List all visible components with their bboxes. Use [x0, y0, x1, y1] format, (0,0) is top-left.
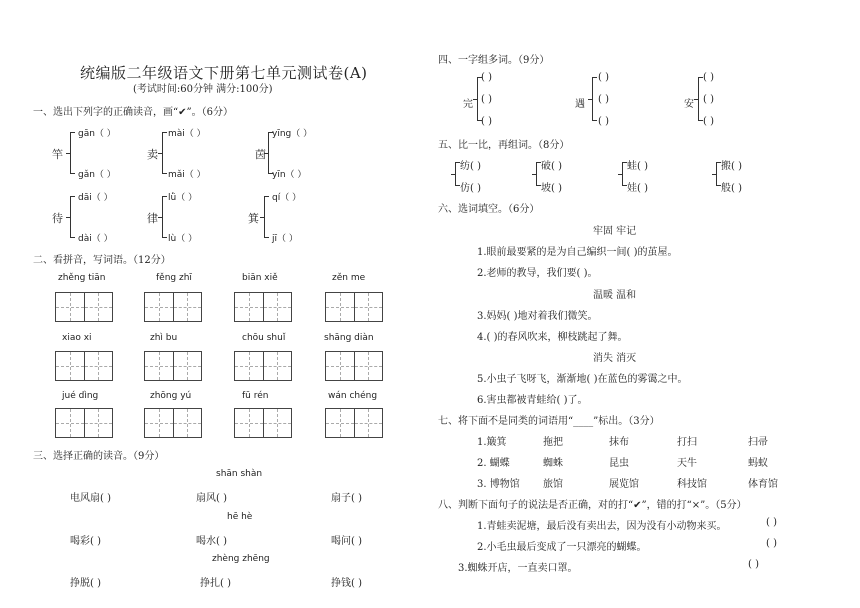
s4-slot[interactable]: ( ) [598, 94, 609, 105]
s7-word[interactable]: 打扫 [677, 437, 697, 448]
section4-heading: 四、一字组多词。（9分） [438, 55, 550, 66]
s2-pinyin: wán chéng [328, 391, 378, 401]
s1-option[interactable]: mài（ ） [168, 129, 206, 139]
brace [592, 77, 597, 121]
s2-pinyin: fěng zhī [156, 273, 192, 283]
s1-option[interactable]: gǎn（ ） [78, 170, 116, 180]
section8-heading: 八、判断下面句子的说法是否正确，对的打“✔”，错的打“×”。（5分） [438, 500, 747, 511]
s3-item[interactable]: 扇子( ) [331, 493, 362, 504]
writing-grid[interactable] [55, 292, 113, 322]
s3-item[interactable]: 挣扎( ) [200, 578, 231, 589]
s6-word-choices: 温暖 温和 [593, 290, 637, 301]
s5-item[interactable]: 破( ) [541, 161, 562, 172]
s4-char: 安 [684, 99, 694, 110]
s3-pinyin: zhèng zhēng [212, 554, 270, 564]
s1-option[interactable]: dài（ ） [78, 234, 113, 244]
s4-slot[interactable]: ( ) [481, 116, 492, 127]
brace [162, 196, 167, 238]
s1-char: 箕 [248, 212, 259, 225]
s6-question[interactable]: 3.妈妈( )地对着我们微笑。 [477, 311, 598, 322]
s1-option[interactable]: lǜ（ ） [168, 193, 198, 203]
s3-item[interactable]: 挣脱( ) [70, 578, 101, 589]
s3-item[interactable]: 喝水( ) [196, 536, 227, 547]
s7-word[interactable]: 扫帚 [748, 437, 768, 448]
s2-pinyin: zhōng yú [150, 391, 192, 401]
s1-option[interactable]: gān（ ） [78, 129, 116, 139]
s1-option[interactable]: yīng（ ） [272, 129, 313, 139]
s6-question[interactable]: 1.眼前最要紧的是为自己编织一间( )的茧屋。 [477, 247, 678, 258]
s7-word[interactable]: 科技馆 [677, 479, 707, 490]
s7-word[interactable]: 昆虫 [609, 458, 629, 469]
s3-item[interactable]: 喝问( ) [331, 536, 362, 547]
s1-char: 律 [147, 212, 158, 225]
s1-char: 茵 [255, 148, 266, 161]
writing-grid[interactable] [234, 292, 292, 322]
s6-question[interactable]: 4.( )的春风吹来，柳枝跳起了舞。 [477, 332, 628, 343]
s1-option[interactable]: mǎi（ ） [168, 170, 206, 180]
writing-grid[interactable] [144, 408, 202, 438]
s4-slot[interactable]: ( ) [598, 72, 609, 83]
s4-slot[interactable]: ( ) [703, 116, 714, 127]
s2-pinyin: zěn me [332, 273, 366, 283]
writing-grid[interactable] [325, 351, 383, 381]
s4-slot[interactable]: ( ) [703, 94, 714, 105]
s7-word[interactable]: 天牛 [677, 458, 697, 469]
s3-pinyin: shān shàn [216, 469, 263, 479]
s2-pinyin: fū rén [242, 391, 269, 401]
s1-option[interactable]: qí（ ） [272, 193, 302, 203]
s2-pinyin: zhěng tiān [58, 273, 106, 283]
s6-question[interactable]: 5.小虫子飞呀飞，渐渐地( )在蓝色的雾霭之中。 [477, 374, 688, 385]
s4-char: 完 [463, 99, 473, 110]
s7-word[interactable]: 蚂蚁 [748, 458, 768, 469]
s3-item[interactable]: 挣钱( ) [331, 578, 362, 589]
section3-heading: 三、选择正确的读音。（9分） [33, 451, 165, 462]
s5-item[interactable]: 坡( ) [541, 183, 562, 194]
s6-word-choices: 牢固 牢记 [593, 226, 637, 237]
writing-grid[interactable] [234, 351, 292, 381]
s1-char: 卖 [147, 148, 158, 161]
s8-statement: 3.蜘蛛开店，一直卖口罩。 [458, 563, 578, 574]
s4-slot[interactable]: ( ) [703, 72, 714, 83]
s3-item[interactable]: 喝彩( ) [70, 536, 101, 547]
s5-item[interactable]: 纺( ) [460, 161, 481, 172]
s2-pinyin: chōu shuǐ [242, 333, 286, 343]
s7-word[interactable]: 2. 蝴蝶 [477, 458, 510, 469]
s8-answer-box[interactable]: ( ) [766, 538, 777, 549]
page-title: 统编版二年级语文下册第七单元测试卷(A) [80, 64, 368, 82]
brace [162, 132, 167, 174]
s1-option[interactable]: dāi（ ） [78, 193, 113, 203]
writing-grid[interactable] [234, 408, 292, 438]
s2-pinyin: xiao xi [62, 333, 92, 343]
page-subtitle: (考试时间:60分钟 满分:100分) [133, 84, 273, 95]
s8-statement: 1.青蛙卖泥塘，最后没有卖出去，因为没有小动物来买。 [477, 521, 727, 532]
s3-pinyin: hē hè [227, 512, 253, 522]
s1-char: 待 [52, 212, 63, 225]
s4-slot[interactable]: ( ) [481, 72, 492, 83]
writing-grid[interactable] [325, 292, 383, 322]
s2-pinyin: biān xiě [242, 273, 278, 283]
s2-pinyin: shāng diàn [324, 333, 374, 343]
s7-word[interactable]: 旅馆 [543, 479, 563, 490]
section1-heading: 一、选出下列字的正确读音，画“✔”。（6分） [33, 107, 233, 118]
s7-word[interactable]: 拖把 [543, 437, 563, 448]
s1-char: 竿 [52, 148, 63, 161]
brace [70, 132, 75, 174]
brace [70, 196, 75, 238]
s5-item[interactable]: 仿( ) [460, 183, 481, 194]
writing-grid[interactable] [144, 292, 202, 322]
s4-slot[interactable]: ( ) [481, 94, 492, 105]
s7-word[interactable]: 1.簸箕 [477, 437, 507, 448]
s6-word-choices: 消失 消灭 [593, 353, 637, 364]
s6-question[interactable]: 2.老师的教导，我们要( )。 [477, 268, 598, 279]
section2-heading: 二、看拼音，写词语。（12分） [33, 255, 171, 266]
s8-statement: 2.小毛虫最后变成了一只漂亮的蝴蝶。 [477, 542, 647, 553]
s4-char: 遇 [575, 99, 585, 110]
s5-item[interactable]: 蛙( ) [627, 161, 648, 172]
s7-word[interactable]: 抹布 [609, 437, 629, 448]
section5-heading: 五、比一比，再组词。（8分） [438, 140, 570, 151]
s7-word[interactable]: 蜘蛛 [543, 458, 563, 469]
writing-grid[interactable] [325, 408, 383, 438]
s5-item[interactable]: 搬( ) [721, 161, 742, 172]
writing-grid[interactable] [55, 351, 113, 381]
s4-slot[interactable]: ( ) [598, 116, 609, 127]
s3-item[interactable]: 扇风( ) [196, 493, 227, 504]
section6-heading: 六、选词填空。（6分） [438, 204, 540, 215]
brace [264, 196, 269, 238]
s2-pinyin: jué dìng [62, 391, 99, 401]
s8-answer-box[interactable]: ( ) [766, 517, 777, 528]
s6-question[interactable]: 6.害虫都被青蛙给( )了。 [477, 395, 588, 406]
s5-item[interactable]: 娃( ) [627, 183, 648, 194]
s2-pinyin: zhì bu [150, 333, 178, 343]
s3-item[interactable]: 电风扇( ) [70, 493, 111, 504]
section7-heading: 七、将下面不是同类的词语用“____”标出。（3分） [438, 416, 660, 427]
s7-word[interactable]: 3. 博物馆 [477, 479, 520, 490]
s8-answer-box[interactable]: ( ) [748, 559, 759, 570]
s1-option[interactable]: yīn（ ） [272, 170, 307, 180]
s5-item[interactable]: 般( ) [721, 183, 742, 194]
s7-word[interactable]: 展览馆 [609, 479, 639, 490]
writing-grid[interactable] [144, 351, 202, 381]
s7-word[interactable]: 体育馆 [748, 479, 778, 490]
s1-option[interactable]: lù（ ） [168, 234, 198, 244]
writing-grid[interactable] [55, 408, 113, 438]
s1-option[interactable]: jī（ ） [272, 234, 298, 244]
